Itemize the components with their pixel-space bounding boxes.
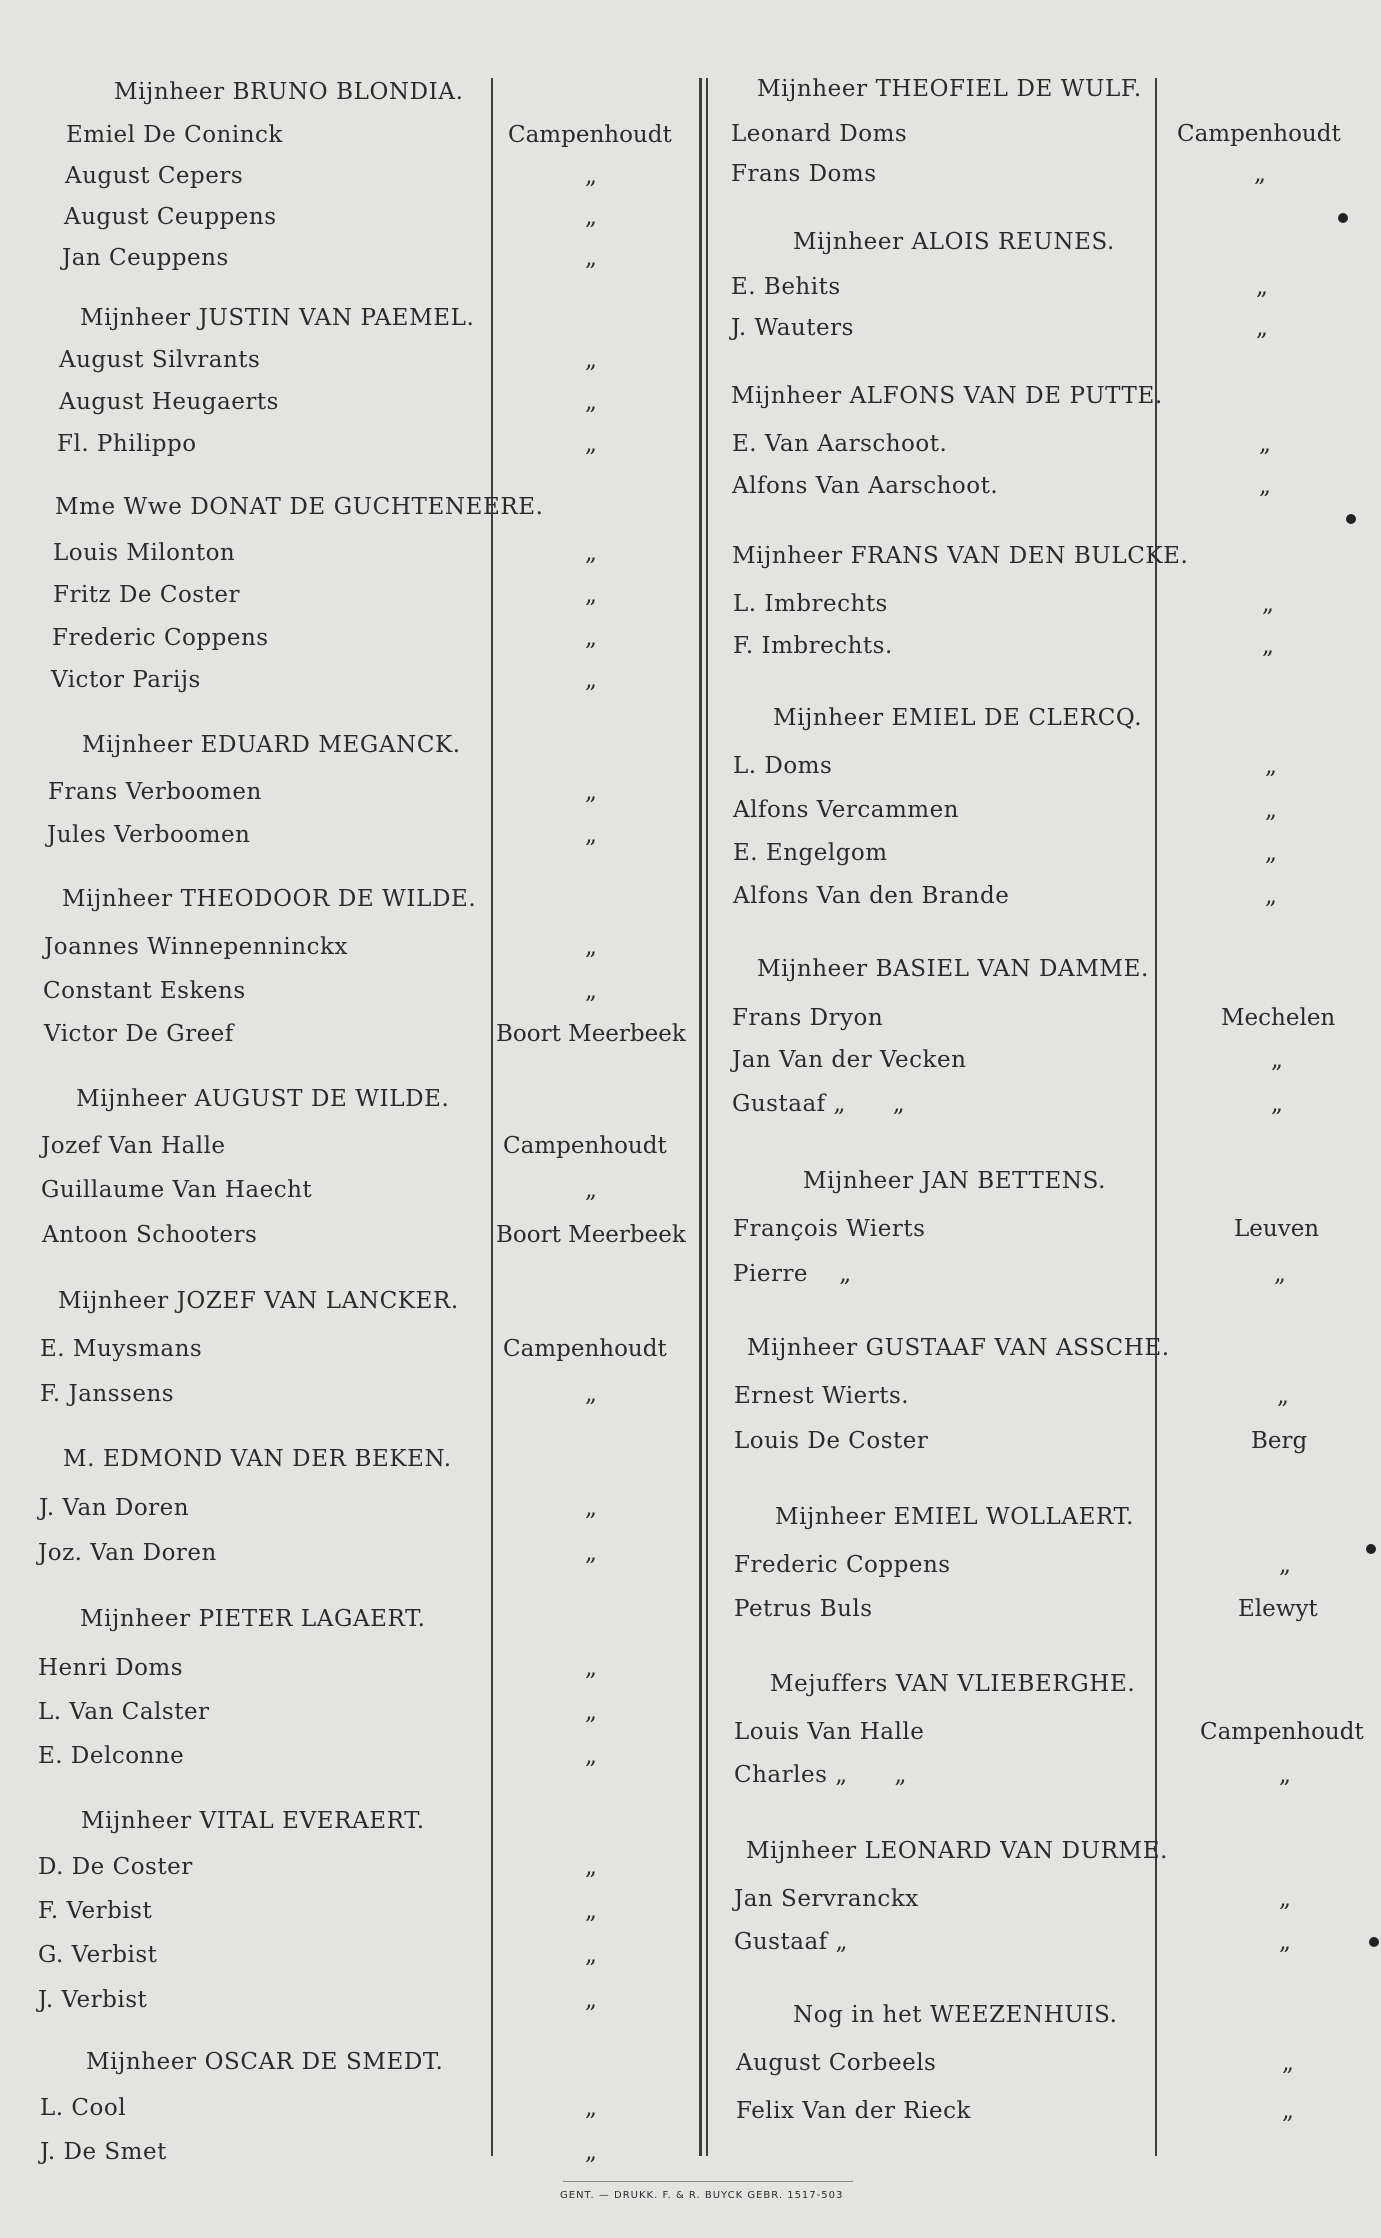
place: „ xyxy=(585,540,597,566)
person-name: August Heugaerts xyxy=(59,389,279,415)
list-item xyxy=(731,121,1361,163)
list-item xyxy=(731,274,1361,316)
person-name: Felix Van der Rieck xyxy=(736,2098,971,2124)
person-name: D. De Coster xyxy=(38,1854,193,1880)
person-name: F. Imbrechts. xyxy=(733,633,893,659)
place: „ xyxy=(1259,473,1271,499)
place: Leuven xyxy=(1234,1216,1320,1242)
person-name: E. Muysmans xyxy=(40,1336,203,1362)
person-name: Victor Parijs xyxy=(51,667,201,693)
place: „ xyxy=(585,245,597,271)
center-rule-b xyxy=(706,78,708,2156)
group-heading: Mijnheer THEOFIEL DE WULF. xyxy=(757,76,1142,102)
place: „ xyxy=(1279,1762,1291,1788)
list-item xyxy=(731,431,1361,473)
group-heading: Mijnheer THEODOOR DE WILDE. xyxy=(62,886,477,912)
person-name: August Ceuppens xyxy=(64,204,277,230)
list-item xyxy=(731,1886,1361,1928)
list-item xyxy=(731,1719,1364,1761)
place: Campenhoudt xyxy=(1200,1719,1364,1745)
place: „ xyxy=(585,978,597,1004)
person-name: Jozef Van Halle xyxy=(41,1133,226,1159)
list-item xyxy=(38,779,678,821)
group-heading: Mijnheer OSCAR DE SMEDT. xyxy=(86,2049,444,2075)
place: „ xyxy=(1274,1261,1286,1287)
list-item xyxy=(731,315,1361,357)
person-name: Gustaaf „ xyxy=(734,1929,848,1955)
list-item xyxy=(731,1596,1361,1638)
printer-imprint: GENT. — DRUKK. F. & R. BUYCK GEBR. 1517-503 xyxy=(560,2190,844,2201)
list-item xyxy=(38,1336,678,1378)
binding-hole xyxy=(1338,213,1348,223)
binding-hole xyxy=(1366,1544,1376,1554)
person-name: August Silvrants xyxy=(59,347,261,373)
person-name: F. Janssens xyxy=(40,1381,175,1407)
person-name: Frederic Coppens xyxy=(734,1552,951,1578)
list-item xyxy=(731,797,1361,839)
place: Elewyt xyxy=(1238,1596,1318,1622)
list-item xyxy=(731,633,1361,675)
group xyxy=(731,1502,1361,1622)
person-name: J. Van Doren xyxy=(39,1495,190,1521)
person-name: Pierre „ xyxy=(733,1261,852,1287)
list-item xyxy=(38,1942,678,1984)
footer-rule xyxy=(563,2181,853,2182)
group-heading: Mijnheer JAN BETTENS. xyxy=(803,1168,1107,1194)
place: „ xyxy=(1277,1383,1289,1409)
group xyxy=(38,1806,678,2013)
group xyxy=(731,541,1361,659)
person-name: Petrus Buls xyxy=(734,1596,873,1622)
place: „ xyxy=(585,431,597,457)
person-name: J. Wauters xyxy=(731,315,854,341)
group xyxy=(38,1444,678,1566)
person-name: L. Van Calster xyxy=(38,1699,210,1725)
center-rule-a xyxy=(699,78,702,2156)
place: „ xyxy=(1256,274,1268,300)
place: „ xyxy=(1265,883,1277,909)
place: „ xyxy=(1259,431,1271,457)
group-heading: Mijnheer JUSTIN VAN PAEMEL. xyxy=(80,305,475,331)
list-item xyxy=(731,1762,1361,1804)
person-name: Alfons Van Aarschoot. xyxy=(732,473,999,499)
list-item xyxy=(38,822,678,864)
person-name: E. Van Aarschoot. xyxy=(732,431,948,457)
group xyxy=(731,1333,1361,1454)
list-item xyxy=(38,204,678,246)
person-name: Frans Verboomen xyxy=(48,779,262,805)
person-name: L. Cool xyxy=(40,2095,127,2121)
place: Campenhoudt xyxy=(503,1336,667,1362)
place: „ xyxy=(585,1942,597,1968)
place: „ xyxy=(1256,315,1268,341)
list-item xyxy=(38,1021,686,1063)
place: „ xyxy=(1265,840,1277,866)
list-item xyxy=(38,934,678,976)
group-heading: Mijnheer ALOIS REUNES. xyxy=(793,229,1115,255)
group-heading: Mijnheer EMIEL WOLLAERT. xyxy=(775,1504,1135,1530)
group xyxy=(731,74,1361,187)
group-heading: Mijnheer ALFONS VAN DE PUTTE. xyxy=(731,383,1163,409)
place: „ xyxy=(1282,2098,1294,2124)
place: „ xyxy=(1262,633,1274,659)
person-name: E. Delconne xyxy=(38,1743,185,1769)
place: Campenhoudt xyxy=(508,122,672,148)
person-name: Joz. Van Doren xyxy=(38,1540,217,1566)
list-item xyxy=(38,1987,678,2029)
group xyxy=(38,884,686,1047)
list-item xyxy=(38,389,678,431)
group xyxy=(38,730,678,848)
place: „ xyxy=(585,347,597,373)
list-item xyxy=(38,2095,678,2137)
person-name: Frans Dryon xyxy=(732,1005,884,1031)
group-heading: Mijnheer BRUNO BLONDIA. xyxy=(114,79,464,105)
group xyxy=(731,381,1361,499)
place: „ xyxy=(585,667,597,693)
list-item xyxy=(38,625,678,667)
place: „ xyxy=(585,1540,597,1566)
list-item xyxy=(38,1699,678,1741)
group-heading: Mijnheer GUSTAAF VAN ASSCHE. xyxy=(747,1335,1170,1361)
list-item xyxy=(731,1383,1361,1425)
place: „ xyxy=(585,1699,597,1725)
list-item xyxy=(731,1005,1361,1047)
list-item xyxy=(731,1091,1361,1133)
group xyxy=(731,1166,1361,1287)
list-item xyxy=(731,840,1361,882)
group-heading: Mijnheer JOZEF VAN LANCKER. xyxy=(58,1288,459,1314)
place: „ xyxy=(1271,1091,1283,1117)
list-item xyxy=(731,883,1361,925)
person-name: Jan Ceuppens xyxy=(62,245,229,271)
person-name: Gustaaf „ „ xyxy=(732,1091,906,1117)
list-item xyxy=(38,1495,678,1537)
list-item xyxy=(731,161,1361,203)
place: „ xyxy=(1254,161,1266,187)
person-name: Frederic Coppens xyxy=(52,625,269,651)
place: „ xyxy=(585,2095,597,2121)
place: „ xyxy=(1265,797,1277,823)
list-item xyxy=(38,1540,678,1582)
person-name: Alfons Vercammen xyxy=(733,797,959,823)
person-name: Alfons Van den Brande xyxy=(733,883,1010,909)
list-item xyxy=(731,753,1361,795)
group-heading: Nog in het WEEZENHUIS. xyxy=(793,2002,1118,2028)
list-item xyxy=(731,591,1361,633)
list-item xyxy=(731,2050,1361,2092)
person-name: J. De Smet xyxy=(40,2139,167,2165)
place: „ xyxy=(585,2139,597,2165)
place: „ xyxy=(585,779,597,805)
person-name: Louis Van Halle xyxy=(734,1719,925,1745)
binding-hole xyxy=(1369,1937,1379,1947)
list-item xyxy=(38,582,678,624)
list-item xyxy=(38,2139,678,2181)
person-name: L. Doms xyxy=(733,753,833,779)
list-item xyxy=(38,1854,678,1896)
list-item xyxy=(38,245,678,287)
list-item xyxy=(38,1222,686,1264)
list-item xyxy=(38,1743,678,1785)
place: Boort Meerbeek xyxy=(496,1021,686,1047)
person-name: Ernest Wierts. xyxy=(734,1383,910,1409)
place: Mechelen xyxy=(1221,1005,1336,1031)
list-item xyxy=(731,473,1361,515)
list-item xyxy=(731,1047,1361,1089)
place: „ xyxy=(585,625,597,651)
person-name: L. Imbrechts xyxy=(733,591,888,617)
group-heading: Mijnheer VITAL EVERAERT. xyxy=(81,1808,425,1834)
person-name: Fl. Philippo xyxy=(57,431,197,457)
list-item xyxy=(38,1381,678,1423)
place: „ xyxy=(1279,1886,1291,1912)
group xyxy=(731,1669,1364,1788)
place: „ xyxy=(585,1987,597,2013)
list-item xyxy=(731,1552,1361,1594)
person-name: E. Behits xyxy=(731,274,841,300)
place: „ xyxy=(1265,753,1277,779)
person-name: Fritz De Coster xyxy=(53,582,240,608)
place: Campenhoudt xyxy=(1177,121,1341,147)
person-name: Guillaume Van Haecht xyxy=(41,1177,313,1203)
person-name: François Wierts xyxy=(733,1216,926,1242)
list-item xyxy=(38,540,678,582)
list-item xyxy=(38,431,678,473)
place: „ xyxy=(585,582,597,608)
place: „ xyxy=(585,934,597,960)
person-name: J. Verbist xyxy=(38,1987,148,2013)
list-item xyxy=(731,1929,1361,1971)
list-item xyxy=(38,978,678,1020)
group xyxy=(731,227,1361,341)
group xyxy=(731,2000,1361,2124)
group-heading: Mme Wwe DONAT DE GUCHTENEERE. xyxy=(55,494,544,520)
place: „ xyxy=(585,1655,597,1681)
group-heading: Mijnheer FRANS VAN DEN BULCKE. xyxy=(732,543,1189,569)
person-name: Antoon Schooters xyxy=(42,1222,258,1248)
person-name: Joannes Winnepenninckx xyxy=(44,934,348,960)
place: Boort Meerbeek xyxy=(496,1222,686,1248)
place: „ xyxy=(585,822,597,848)
binding-hole xyxy=(1346,514,1356,524)
group xyxy=(38,1084,686,1248)
person-name: August Cepers xyxy=(65,163,244,189)
place: „ xyxy=(585,1743,597,1769)
group-heading: Mijnheer BASIEL VAN DAMME. xyxy=(757,956,1149,982)
place: Campenhoudt xyxy=(503,1133,667,1159)
person-name: Louis De Coster xyxy=(734,1428,929,1454)
list-item xyxy=(731,1261,1361,1303)
list-item xyxy=(38,347,678,389)
place: „ xyxy=(1282,2050,1294,2076)
list-item xyxy=(731,2098,1361,2140)
person-name: Jan Servranckx xyxy=(734,1886,919,1912)
person-name: Jules Verboomen xyxy=(47,822,251,848)
person-name: Jan Van der Vecken xyxy=(732,1047,967,1073)
group xyxy=(38,1286,678,1407)
place: Berg xyxy=(1251,1428,1308,1454)
person-name: G. Verbist xyxy=(38,1942,158,1968)
group-heading: Mejuffers VAN VLIEBERGHE. xyxy=(770,1671,1136,1697)
place: „ xyxy=(585,1381,597,1407)
person-name: Leonard Doms xyxy=(731,121,908,147)
group-heading: M. EDMOND VAN DER BEKEN. xyxy=(63,1446,452,1472)
person-name: August Corbeels xyxy=(736,2050,937,2076)
list-item xyxy=(38,122,678,164)
place: „ xyxy=(585,1495,597,1521)
group xyxy=(731,1836,1361,1955)
list-item xyxy=(38,1655,678,1697)
person-name: F. Verbist xyxy=(38,1898,153,1924)
person-name: Louis Milonton xyxy=(53,540,236,566)
place: „ xyxy=(1271,1047,1283,1073)
list-item xyxy=(38,1133,678,1175)
list-item xyxy=(38,1898,678,1940)
group xyxy=(38,492,678,693)
list-item xyxy=(731,1428,1361,1470)
group-heading: Mijnheer LEONARD VAN DURME. xyxy=(746,1838,1169,1864)
group xyxy=(38,1604,678,1769)
list-item xyxy=(38,1177,678,1219)
list-item xyxy=(38,163,678,205)
group xyxy=(731,954,1361,1117)
group-heading: Mijnheer PIETER LAGAERT. xyxy=(80,1606,426,1632)
group xyxy=(38,2047,678,2165)
person-name: Charles „ „ xyxy=(734,1762,907,1788)
person-name: Henri Doms xyxy=(38,1655,184,1681)
place: „ xyxy=(585,163,597,189)
place: „ xyxy=(585,1177,597,1203)
person-name: Constant Eskens xyxy=(43,978,246,1004)
person-name: Frans Doms xyxy=(731,161,877,187)
place: „ xyxy=(1262,591,1274,617)
person-name: Victor De Greef xyxy=(44,1021,234,1047)
person-name: E. Engelgom xyxy=(733,840,888,866)
place: „ xyxy=(1279,1552,1291,1578)
place: „ xyxy=(585,1854,597,1880)
place: „ xyxy=(585,1898,597,1924)
group-heading: Mijnheer EMIEL DE CLERCQ. xyxy=(773,705,1143,731)
group-heading: Mijnheer EDUARD MEGANCK. xyxy=(82,732,461,758)
group xyxy=(731,703,1361,909)
group xyxy=(38,303,678,457)
group xyxy=(38,77,678,271)
place: „ xyxy=(585,204,597,230)
group-heading: Mijnheer AUGUST DE WILDE. xyxy=(76,1086,450,1112)
person-name: Emiel De Coninck xyxy=(66,122,283,148)
place: „ xyxy=(585,389,597,415)
list-item xyxy=(38,667,678,709)
place: „ xyxy=(1279,1929,1291,1955)
list-item xyxy=(731,1216,1361,1258)
